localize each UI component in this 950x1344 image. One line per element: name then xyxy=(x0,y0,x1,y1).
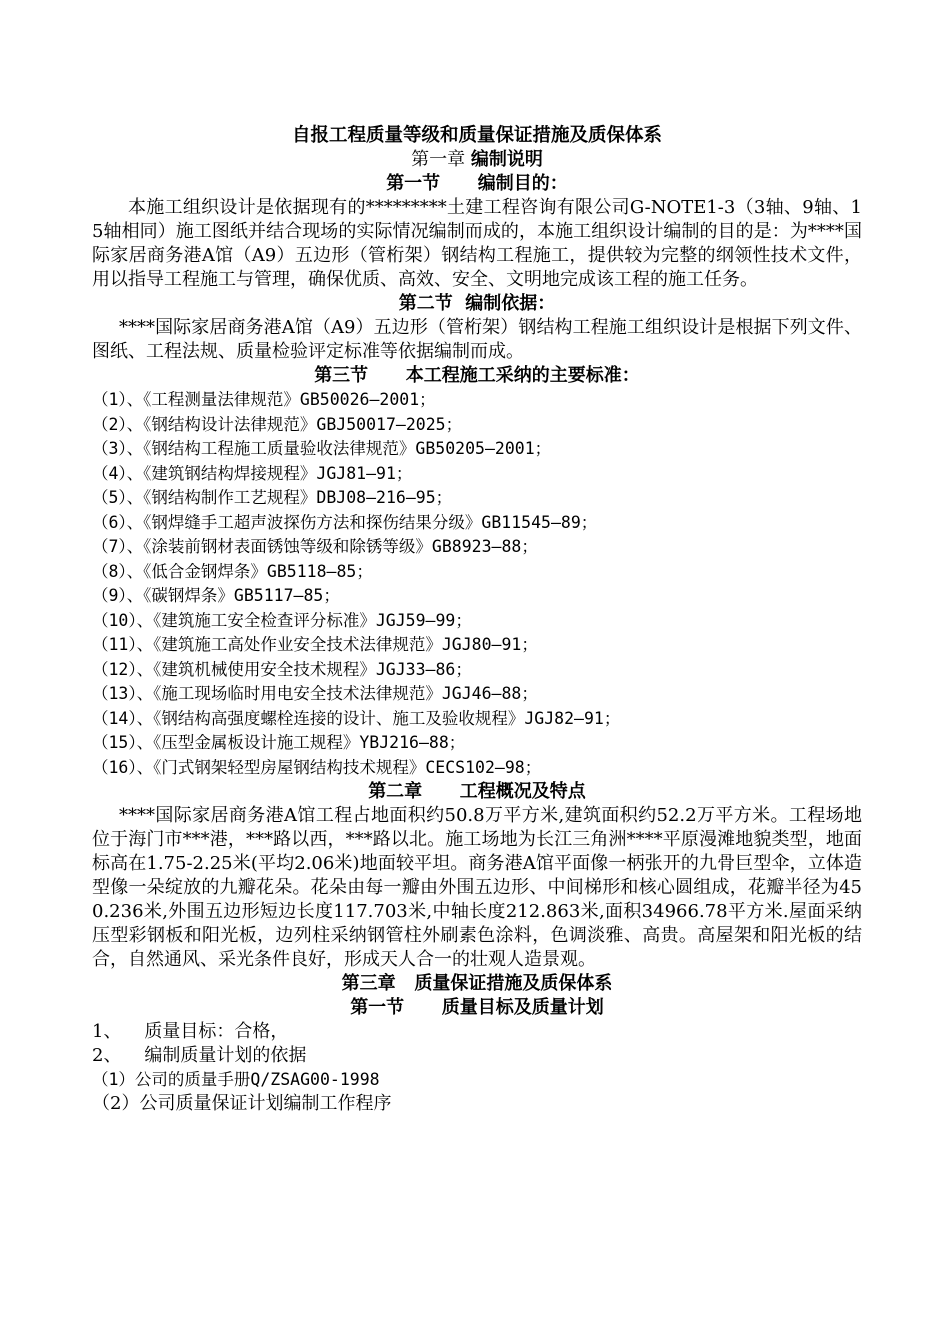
chapter-3-section-1-heading: 第一节 质量目标及质量计划 xyxy=(350,997,604,1018)
standard-item: （3）、《钢结构工程施工质量验收法律规范》GB50205—2001； xyxy=(92,439,552,458)
chapter-3-heading: 第三章 质量保证措施及质保体系 xyxy=(341,973,613,994)
standard-item: （16）、《门式钢架轻型房屋钢结构技术规程》CECS102—98； xyxy=(92,757,542,777)
standard-item: （7）、《涂装前钢材表面锈蚀等级和除锈等级》GB8923—88； xyxy=(92,537,538,556)
standards-list xyxy=(92,388,862,780)
chapter-1-prefix: 第一章 xyxy=(411,149,471,170)
standard-item: （15）、《压型金属板设计施工规程》YBJ216—88； xyxy=(92,733,466,752)
standard-item: （1）、《工程测量法律规范》GB50026—2001； xyxy=(92,390,436,409)
section-1-3-heading: 第三节 本工程施工采纳的主要标准： xyxy=(314,365,640,386)
standard-item: （6）、《钢焊缝手工超声波探伤方法和探伤结果分级》GB11545—89； xyxy=(92,512,598,532)
chapter-1-heading xyxy=(92,148,862,172)
section-1-1-heading: 第一节 编制目的： xyxy=(386,173,568,194)
standard-item: （14）、《钢结构高强度螺栓连接的设计、施工及验收规程》JGJ82—91； xyxy=(92,708,621,728)
document-title: 自报工程质量等级和质量保证措施及质保体系 xyxy=(291,125,662,146)
chapter-2-heading: 第二章 工程概况及特点 xyxy=(368,781,586,802)
quality-target-item: 1、 质量目标：合格， xyxy=(92,1021,289,1042)
quality-manual-subitem: （1）公司的质量手册Q/ZSAG00-1998 xyxy=(92,1070,380,1089)
standard-item: （2）、《钢结构设计法律规范》GBJ50017—2025； xyxy=(92,414,463,434)
quality-plan-basis-item: 2、 编制质量计划的依据 xyxy=(92,1045,307,1066)
standard-item: （9）、《碳钢焊条》GB5117—85； xyxy=(92,586,340,605)
section-1-1-body: 本施工组织设计是依据现有的*********土建工程咨询有限公司G-NOTE1-3（3轴、9轴、15轴相同）施工图纸并结合现场的实际情况编制而成的，本施工组织设计编制的目的是：为****国际家居商务港A馆（A9）五边形（管桁架）钢结构工程施工，提供较为完整的纲领性技术文件，用以指导工程施工与管理，确保优质、高效、安全、文明地完成该工程的施工任务。 xyxy=(92,197,862,290)
document-page xyxy=(92,124,862,1116)
chapter-2-body: ****国际家居商务港A馆工程占地面积约50.8万平方米,建筑面积约52.2万平方米。工程场地位于海门市***港，***路以西，***路以北。施工场地为长江三角洲****平原漫滩地貌类型，地面标高在1.75-2.25米(平均2.06米)地面较平坦。商务港A馆平面像一柄张开的九骨巨型伞，立体造型像一朵绽放的九瓣花朵。花朵由每一瓣由外围五边形、中间梯形和核心圆组成，花瓣半径为450.236米,外围五边形短边长度117.703米,中轴长度212.863米,面积34966.78平方米.屋面采纳压型彩钢板和阳光板，边列柱采纳钢管柱外刷素色涂料，色调淡雅、高贵。高屋架和阳光板的结合，自然通风、采光条件良好，形成天人合一的壮观人造景观。 xyxy=(92,805,862,970)
standard-item: （13）、《施工现场临时用电安全技术法律规范》JGJ46—88； xyxy=(92,684,538,703)
section-1-2-heading: 第二节 编制依据： xyxy=(398,293,556,314)
chapter-1-name: 编制说明 xyxy=(470,149,543,170)
standard-item: （5）、《钢结构制作工艺规程》DBJ08—216—95； xyxy=(92,488,453,507)
section-1-2-body: ****国际家居商务港A馆（A9）五边形（管桁架）钢结构工程施工组织设计是根据下列文件、图纸、工程法规、质量检验评定标准等依据编制而成。 xyxy=(92,317,862,362)
standard-item: （4）、《建筑钢结构焊接规程》JGJ81—91； xyxy=(92,463,413,483)
quality-procedure-subitem: （2）公司质量保证计划编制工作程序 xyxy=(92,1093,392,1114)
standard-item: （11）、《建筑施工高处作业安全技术法律规范》JGJ80—91； xyxy=(92,635,538,654)
standard-item: （10）、《建筑施工安全检查评分标准》JGJ59—99； xyxy=(92,610,472,630)
standard-item: （8）、《低合金钢焊条》GB5118—85； xyxy=(92,561,373,581)
standard-item: （12）、《建筑机械使用安全技术规程》JGJ33—86； xyxy=(92,659,472,679)
